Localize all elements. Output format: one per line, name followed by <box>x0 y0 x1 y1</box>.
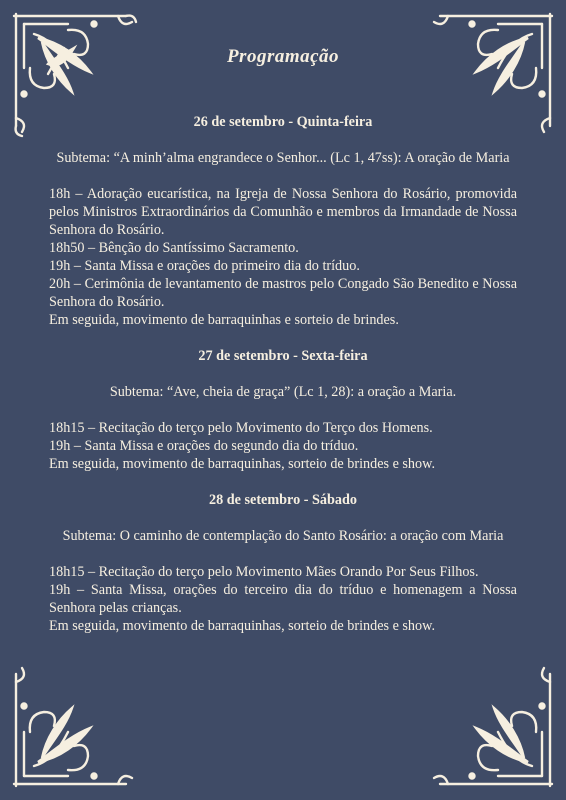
schedule-list <box>49 419 517 473</box>
schedule-item: 18h15 – Recitação do terço pelo Movimento Mães Orando Por Seus Filhos. <box>49 564 479 580</box>
day-section <box>49 491 517 635</box>
day-section <box>49 347 517 473</box>
program-content <box>49 113 517 653</box>
day-heading: 26 de setembro - Quinta-feira <box>193 114 373 130</box>
schedule-item: Em seguida, movimento de barraquinhas, sorteio de brindes e show. <box>49 456 435 472</box>
schedule-item: 18h50 – Bênção do Santíssimo Sacramento. <box>49 240 299 256</box>
schedule-item: 18h – Adoração eucarística, na Igreja de Nossa Senhora do Rosário, promovida pelos Ministros Extraordinários da Comunhão e membros da Irmandade de Nossa Senhora do Rosário. <box>49 186 517 238</box>
schedule-item: Em seguida, movimento de barraquinhas, sorteio de brindes e show. <box>49 618 435 634</box>
day-section <box>49 113 517 329</box>
schedule-item: 19h – Santa Missa, orações do terceiro dia do tríduo e homenagem a Nossa Senhora pelas crianças. <box>49 582 517 616</box>
day-heading: 27 de setembro - Sexta-feira <box>198 348 368 364</box>
subtheme-text: Subtema: “A minh’alma engrandece o Senhor... (Lc 1, 47ss): A oração de Maria <box>56 150 510 166</box>
page-title: Programação <box>226 46 340 67</box>
schedule-item: 20h – Cerimônia de levantamento de mastros pelo Congado São Benedito e Nossa Senhora do Rosário. <box>49 276 517 310</box>
subtheme-text: Subtema: “Ave, cheia de graça” (Lc 1, 28): a oração a Maria. <box>109 384 457 400</box>
corner-ornament-icon <box>8 662 138 792</box>
schedule-list <box>49 185 517 329</box>
schedule-item: 19h – Santa Missa e orações do segundo dia do tríduo. <box>49 438 359 454</box>
schedule-list <box>49 563 517 635</box>
schedule-item: Em seguida, movimento de barraquinhas e sorteio de brindes. <box>49 312 399 328</box>
day-heading: 28 de setembro - Sábado <box>209 492 357 508</box>
schedule-item: 19h – Santa Missa e orações do primeiro dia do tríduo. <box>49 258 360 274</box>
subtheme-text: Subtema: O caminho de contemplação do Santo Rosário: a oração com Maria <box>62 528 504 544</box>
schedule-item: 18h15 – Recitação do terço pelo Movimento do Terço dos Homens. <box>49 420 433 436</box>
corner-ornament-icon <box>428 662 558 792</box>
